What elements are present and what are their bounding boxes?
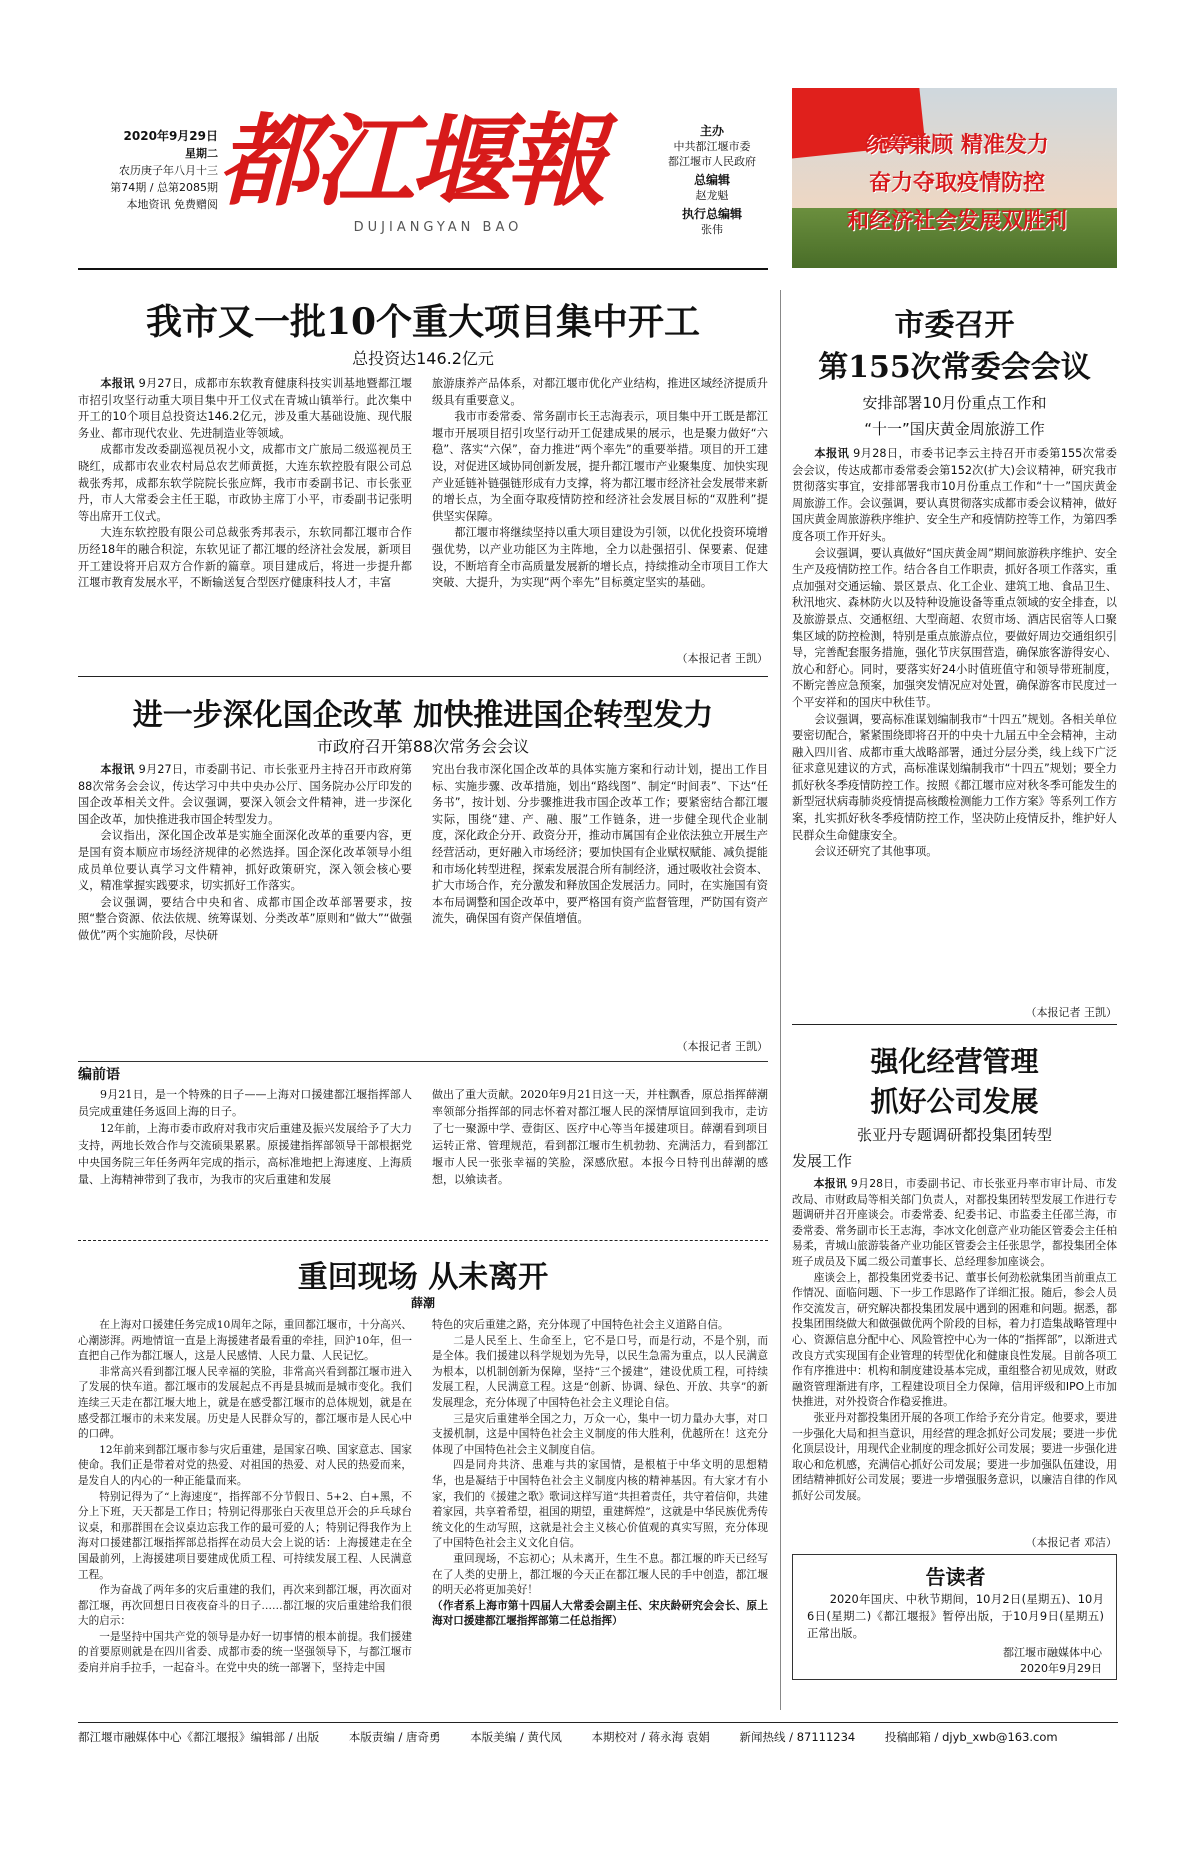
article4-p1: 9月28日，市委书记李云主持召开市委第155次常委会会议，传达成都市委常委会第152次(扩大)会议精神，研究我市贯彻落实事宜，安排部署我市10月份重点工作和“十一”国庆黄金周旅游工作。会议强调，要认真贯彻落实成都市委会议精神，做好国庆黄金周旅游秩序维护、安全生产和疫情防控等工作，为第四季度各项工作开好头。 [792,447,1117,543]
article5-body [792,1176,1117,1532]
divider [78,676,768,677]
article1-title: 我市又一批10个重大项目集中开工 [145,301,701,343]
footer-hotline: 新闻热线 / 87111234 [739,1730,856,1744]
article4-p2: 会议强调，要认真做好“国庆黄金周”期间旅游秩序维护、安全生产及疫情防控工作。结合各自工作职责，抓好各项工作落实，重点加强对交通运输、景区景点、化工企业、建筑工地、食品卫生、秋汛地灾、森林防火以及特种设施设备等重点领域的安全排查，以及旅游景点、交通枢纽、大型商超、农贸市场、酒店民宿等人口聚集区域的防控检测，特别是重点旅游点位，要做好周边交通组织引导，完善配套服务措施，强化节庆氛围营造，确保旅客游得安心、放心和舒心。同时，要落实好24小时值班值守和领导带班制度，不断完善应急预案，加强突发情况应对处置，确保游客市民度过一个平安祥和的国庆中秋佳节。 [792,546,1117,709]
article2-p2: 会议指出，深化国企改革是实施全面深化改革的重要内容，更是国有资本顺应市场经济规律的必然选择。国企深化改革领导小组成员单位要认真学习文件精神，抓好政策研究，深入领会核心要义，精准掌握实践要求，切实抓好工作落实。 [78,829,412,893]
article1-p1: 9月27日，成都市东软教育健康科技实训基地暨都江堰市招引攻坚行动重大项目集中开工仪式在青城山镇举行。此次集中开工的10个项目总投资达146.2亿元，涉及重大基础设施、现代服务业、都市现代农业、先进制造业等领域。 [78,377,412,440]
reader-notice-box [792,1554,1117,1680]
article2-byline: （本报记者 王凯） [676,1040,768,1053]
article5-p1: 9月28日，市委副书记、市长张亚丹率市审计局、市发改局、市财政局等相关部门负责人，对都投集团转型发展工作进行专题调研并召开座谈会。市委常委、纪委书记、市监委主任邵兰海，市委常委、常务副市长王志海，李冰文化创意产业功能区管委会主任柏易柔，青城山旅游装备产业功能区管委会主任张思学，都投集团全体班子成员及下属二级公司董事长、总经理参加座谈会。 [792,1177,1117,1268]
banner-image [792,88,1117,268]
issue-date: 2020年9月29日 [123,129,218,143]
article3-p9: 三是灾后重建举全国之力，万众一心，集中一切力量办大事，对口支援机制，这是中国特色社会主义制度的伟大胜利，优越所在！这充分体现了中国特色社会主义制度自信。 [432,1412,768,1456]
reader-notice-org: 都江堰市融媒体中心 [1003,1646,1102,1659]
article4-byline: （本报记者 王凯） [1025,1006,1117,1019]
article1-lead: 本报讯 [100,377,135,390]
banner-line-3: 和经济社会发展双胜利 [846,208,1067,234]
column-separator [780,290,781,1710]
sponsor-2: 都江堰市人民政府 [668,155,756,168]
reader-notice-date: 2020年9月29日 [1020,1662,1102,1675]
article1-column-1 [78,376,412,666]
article1-p5: 我市市委常委、常务副市长王志海表示，项目集中开工既是都江堰市开展项目招引攻坚行动开工促建成果的展示，也是聚力做好“六稳”、落实“六保”，奋力推进“两个率先”的重要举措。项目的开工建设，对促进区域协同创新发展，提升都江堰市产业聚集度、加快实现产业延链补链强链形成有力支撑，将为都江堰市经济社会发展带来新的增长点，为全面夺取疫情防控和经济社会发展目标的“双胜利”提供坚实保障。 [432,410,768,523]
editor-note-column-1 [78,1086,412,1236]
newspaper-title: 都江堰報 [218,102,602,220]
newspaper-pinyin: DUJIANGYAN BAO [353,220,523,235]
article1-p4: 旅游康养产品体系，对都江堰市优化产业结构，推进区域经济提质升级具有重要意义。 [432,377,768,407]
article3-column-1 [78,1318,412,1712]
article5-title-line-1: 强化经营管理 [870,1045,1039,1078]
article1-column-2 [432,376,768,650]
article3-p10: 四是同舟共济、患难与共的家国情，是根植于中华文明的思想精华，也是凝结于中国特色社会主义制度内核的精神基因。有大家才有小家，我们的《援建之歌》歌词这样写道“共担着责任，共守着信仰，共建着家园，共享着希望，祖国的期望，重建辉煌”，这就是中华民族优秀传统文化的生动写照，这就是社会主义核心价值观的真实写照，充分体现了中国特色社会主义文化自信。 [432,1459,768,1550]
masthead-sponsor-block [652,120,772,237]
reader-notice-title: 告读者 [925,1565,986,1589]
editor-note-p2: 12年前，上海市委市政府对我市灾后重建及振兴发展给予了大力支持，两地长效合作与交流硕果累累。原援建指挥部领导干部根据党中央国务院三年任务两年完成的指示，高标准地把上海速度、上海质量、上海精神带到了我市，为我市的灾后重建和发展 [78,1122,412,1186]
article5-p3: 张亚丹对都投集团开展的各项工作给予充分肯定。他要求，要进一步强化大局和担当意识，用经营的理念抓好公司发展；要进一步优化顶层设计，用现代企业制度的理念抓好公司发展；要进一步强化进取心和危机感，充满信心抓好公司发展；要进一步加强队伍建设，用团结精神抓好公司发展；要进一步增强服务意识，以廉洁自律的作风抓好公司发展。 [792,1410,1117,1502]
article1-p3: 大连东软控股有限公司总裁张秀邦表示，东软同都江堰市合作历经18年的融合积淀，东软见证了都江堰的经济社会发展，新项目开工建设将开启双方合作新的篇章。项目建成后，将进一步提升都江堰市教育发展水平，不断输送复合型医疗健康科技人才，丰富 [78,526,412,590]
article2-title: 进一步深化国企改革 加快推进国企转型发力 [132,698,714,733]
chief-editor-label: 总编辑 [693,173,730,187]
reader-notice-signature [1003,1645,1102,1677]
article5-lead: 本报讯 [813,1177,848,1190]
article4-title-line-2: 第155次常委会会议 [818,350,1091,385]
masthead-info: 本地资讯 免费赠阅 [126,198,218,211]
reader-notice-body: 2020年国庆、中秋节期间，10月2日(星期五)、10月6日(星期二)《都江堰报》暂停出版，于10月9日(星期五)正常出版。 [807,1592,1104,1640]
article5-subtitle-2: 发展工作 [792,1152,853,1170]
issue-weekday: 星期二 [185,147,218,160]
footer-publisher: 都江堰市融媒体中心《都江堰报》编辑部 / 出版 [78,1730,320,1744]
chief-editor: 赵龙魁 [695,189,729,202]
article1-p2: 成都市发改委副巡视员祝小文，成都市文广旅局二级巡视员王晓红，成都市农业农村局总农艺师黄挺，大连东软控股有限公司总裁张秀邦，成都东软学院院长张应辉，我市市委副书记、市长张亚丹，市人大常委会主任王聪，市政协主席丁小平，市委副书记张明等出席开工仪式。 [78,443,412,523]
article2-lead: 本报讯 [100,763,135,776]
article1-byline: （本报记者 王凯） [676,652,768,665]
masthead-date-block [100,128,218,213]
issue-number: 第74期 / 总第2085期 [110,181,218,194]
article3-column-2 [432,1318,768,1712]
editor-note-p1: 9月21日，是一个特殊的日子——上海对口援建都江堰指挥部人员完成重建任务返回上海的日子。 [78,1088,412,1118]
editor-note-p3: 做出了重大贡献。2020年9月21日这一天，并柱飘香，原总指挥薛潮率领部分指挥部的同志怀着对都江堰人民的深情厚谊回到我市，走访了七一聚源中学、壹街区、医疗中心等当年援建项目。薛潮看到项目运转正常、管理规范，看到都江堰市生机勃勃、充满活力，看到都江堰市人民一张张幸福的笑脸，深感欣慰。本报今日特刊出薛潮的感想，以飨读者。 [432,1088,768,1186]
article4-p4: 会议还研究了其他事项。 [814,845,938,859]
article2-column-2 [432,762,768,1036]
divider [78,1240,768,1241]
footer-email: 投稿邮箱 / djyb_xwb@163.com [884,1730,1058,1744]
article5-title-line-2: 抓好公司发展 [870,1085,1039,1118]
article3-p4: 特别记得为了“上海速度”，指挥部不分节假日、5+2、白+黑，不分上下班，天天都是工作日；特别记得那张白天夜里总开会的乒乓球台议桌，和那群围在会议桌边忘我工作的最可爱的人；特别记得我作为上海对口援建都江堰指挥部总指挥在动员大会上说的话：上海援建走在全国最前列，上海援建项目要建成优质工程、可持续发展工程、人民满意工程。 [78,1490,412,1581]
sponsor-1: 中共都江堰市委 [673,140,751,153]
banner-line-2: 奋力夺取疫情防控 [868,170,1045,196]
article3-p2: 非常高兴看到都江堰人民幸福的笑脸，非常高兴看到都江堰市进入了发展的快车道。都江堰市的发展起点不再是县城而是城市变化。我们连续三天走在都江堰大地上，就是在感受都江堰市的总体规划，就是在感受都江堰市的未来发展。历史是人民群众写的，都江堰市是人民心中的口碑。 [78,1365,412,1441]
article3-p7: 特色的灾后重建之路，充分体现了中国特色社会主义道路自信。 [432,1319,729,1331]
article3-p8: 二是人民至上、生命至上，它不是口号，而是行动，不是个别，而是全体。我们援建以科学规划为先导，以民生急需为重点，以人民满意为根本，以机制创新为保障，坚持“三个援建”，建设优质工程，可持续发展工程，人民满意工程。这是“创新、协调、绿色、开放、共享”的新发展理念，充分体现了中国特色社会主义理论自信。 [432,1334,768,1409]
article4-lead: 本报讯 [814,447,850,460]
footer-designer: 本版美编 / 黄代凤 [470,1730,562,1744]
editor-note-tag: 编前语 [78,1067,120,1083]
masthead-rule [78,268,768,270]
article3-p5: 作为奋战了两年多的灾后重建的我们，再次来到都江堰，再次面对都江堰，再次回想日日夜夜奋斗的日子……都江堰的灾后重建给我们很大的启示： [78,1584,412,1628]
footer-proofreader: 本期校对 / 蒋永海 袁娟 [591,1730,710,1744]
newspaper-logo [218,96,638,246]
article2-p4: 究出台我市深化国企改革的具体实施方案和行动计划，提出工作目标、实施步骤、改革措施，划出“路线图”、制定“时间表”、下达“任务书”，按计划、分步骤推进我市国企改革工作；要紧密结合都江堰实际，围绕“建、产、融、服”工作链条，进一步健全现代企业制度，深化政企分开、政资分开，推动市属国有企业依法独立开展生产经营活动，更好融入市场经济；要加快国有企业赋权赋能、减负提能和市场化转型进程，探索发展混合所有制经济，通过吸收社会资本、扩大市场合作，充分激发和释放国企发展活力。同时，在实施国有资本布局调整和国企改革中，要严格国有资产监督管理，严防国有资产流失，确保国有资产保值增值。 [432,763,768,926]
footer-editor: 本版责编 / 唐奇勇 [348,1730,441,1744]
article2-p3: 会议强调，要结合中央和省、成都市国企改革部署要求，按照“整合资源、依法依规、统筹谋划、分类改革”原则和“做大”“做强做优”两个实施阶段，尽快研 [78,895,412,942]
article4-p3: 会议强调，要高标准谋划编制我市“十四五”规划。各相关单位要密切配合，紧紧围绕即将召开的中央十九届五中全会精神，主动融入四川省、成都市重大战略部署，通过分层分类，线上线下广泛征求意见建议的方式，高标准谋划编制我市“十四五”规划；要全力抓好秋冬季疫情防控工作。按照《都江堰市应对秋冬季可能发生的新型冠状病毒肺炎疫情提高核酸检测能力工作方案》等系列工作方案，扎实抓好秋冬季疫情防控工作，坚决防止疫情反扑，维护好人民群众生命健康安全。 [792,712,1117,842]
article3-p11: 重回现场，不忘初心；从未离开，生生不息。都江堰的昨天已经写在了人类的史册上，都江堰的今天正在都江堰人民的手中创造，都江堰的明天必将更加美好！ [432,1552,768,1597]
lunar-date: 农历庚子年八月十三 [119,164,218,177]
article3-p1: 在上海对口援建任务完成10周年之际，重回都江堰市，十分高兴、心潮澎湃。两地情谊一直是上海援建者最看重的牵挂，回沪10年，但一直把自己作为都江堰人，这是人民感情、人民力量、人民记忆。 [78,1319,412,1363]
editor-note-column-2 [432,1086,768,1236]
article5-subtitle-1: 张亚丹专题调研都投集团转型 [856,1126,1052,1144]
article4-subtitle-2: “十一”国庆黄金周旅游工作 [864,420,1045,438]
article3-author: 薛潮 [410,1296,435,1310]
article3-p3: 12年前来到都江堰市参与灾后重建，是国家召唤、国家意志、国家使命。我们正是带着对党的热爱、对祖国的热爱、对人民的热爱而来，是发自人的内心的一种正能量而来。 [78,1443,412,1487]
article3-title: 重回现场 从未离开 [297,1260,549,1295]
exec-editor-label: 执行总编辑 [681,207,742,221]
article1-p6: 都江堰市将继续坚持以重大项目建设为引领，以优化投资环境增强优势，以产业功能区为主阵地，全力以赴强招引、保要素、促建设，不断培育全市高质量发展新的增长点，持续推动全市项目工作大突破、大提升，为实现“两个率先”目标奠定坚实的基础。 [432,526,768,590]
exec-editor: 张伟 [701,223,723,236]
banner-line-1: 统筹兼顾 精准发力 [865,132,1049,158]
article3-p6: 一是坚持中国共产党的领导是办好一切事情的根本前提。我们援建的首要原则就是在四川省委、成都市委的统一坚强领导下，与都江堰市委肩并肩手拉手，一起奋斗。在党中央的统一部署下，坚持走中国 [78,1630,412,1675]
article3-author-note: （作者系上海市第十四届人大常委会副主任、宋庆龄研究会会长、原上海对口援建都江堰指挥部第二任总指挥） [432,1599,768,1628]
article5-byline: （本报记者 邓洁） [1025,1536,1117,1549]
editor-note-rule [78,1061,768,1062]
article4-body [792,446,1117,1001]
sponsor-label: 主办 [699,124,724,138]
divider [792,1024,1117,1025]
article1-subtitle: 总投资达146.2亿元 [352,349,494,368]
article4-title-line-1: 市委召开 [894,308,1015,343]
article5-p2: 座谈会上，都投集团党委书记、董事长何劲松就集团当前重点工作情况、面临问题、下一步工作思路作了详细汇报。随后，参会人员作交流发言，研究解决都投集团发展中遇到的困难和问题。据悉，都投集团围绕做大和做强做优两个阶段的目标，着力打造集战略管理中心、资源信息分配中心、风险管控中心为一体的“指挥部”，以渐进式改良方式实现国有企业管理的转型优化和健康良性发展。目前各项工作有序推进中：机构和制度建设基本完成，重组整合初见成效，财政融资管理渐进有序，工程建设项目全力保障，信用评级和IPO上市加快推进，对外投资合作稳妥推进。 [792,1270,1117,1409]
article2-p1: 9月27日，市委副书记、市长张亚丹主持召开市政府第88次常务会会议，传达学习中共中央办公厅、国务院办公厅印发的国企改革相关文件。会议强调，要深入领会文件精神，进一步深化国企改革，加快推进我市国企转型发力。 [78,763,412,826]
article4-subtitle-1: 安排部署10月份重点工作和 [862,394,1047,412]
page-footer [78,1722,1118,1745]
article2-subtitle: 市政府召开第88次常务会会议 [316,737,530,756]
article2-column-1 [78,762,412,1052]
